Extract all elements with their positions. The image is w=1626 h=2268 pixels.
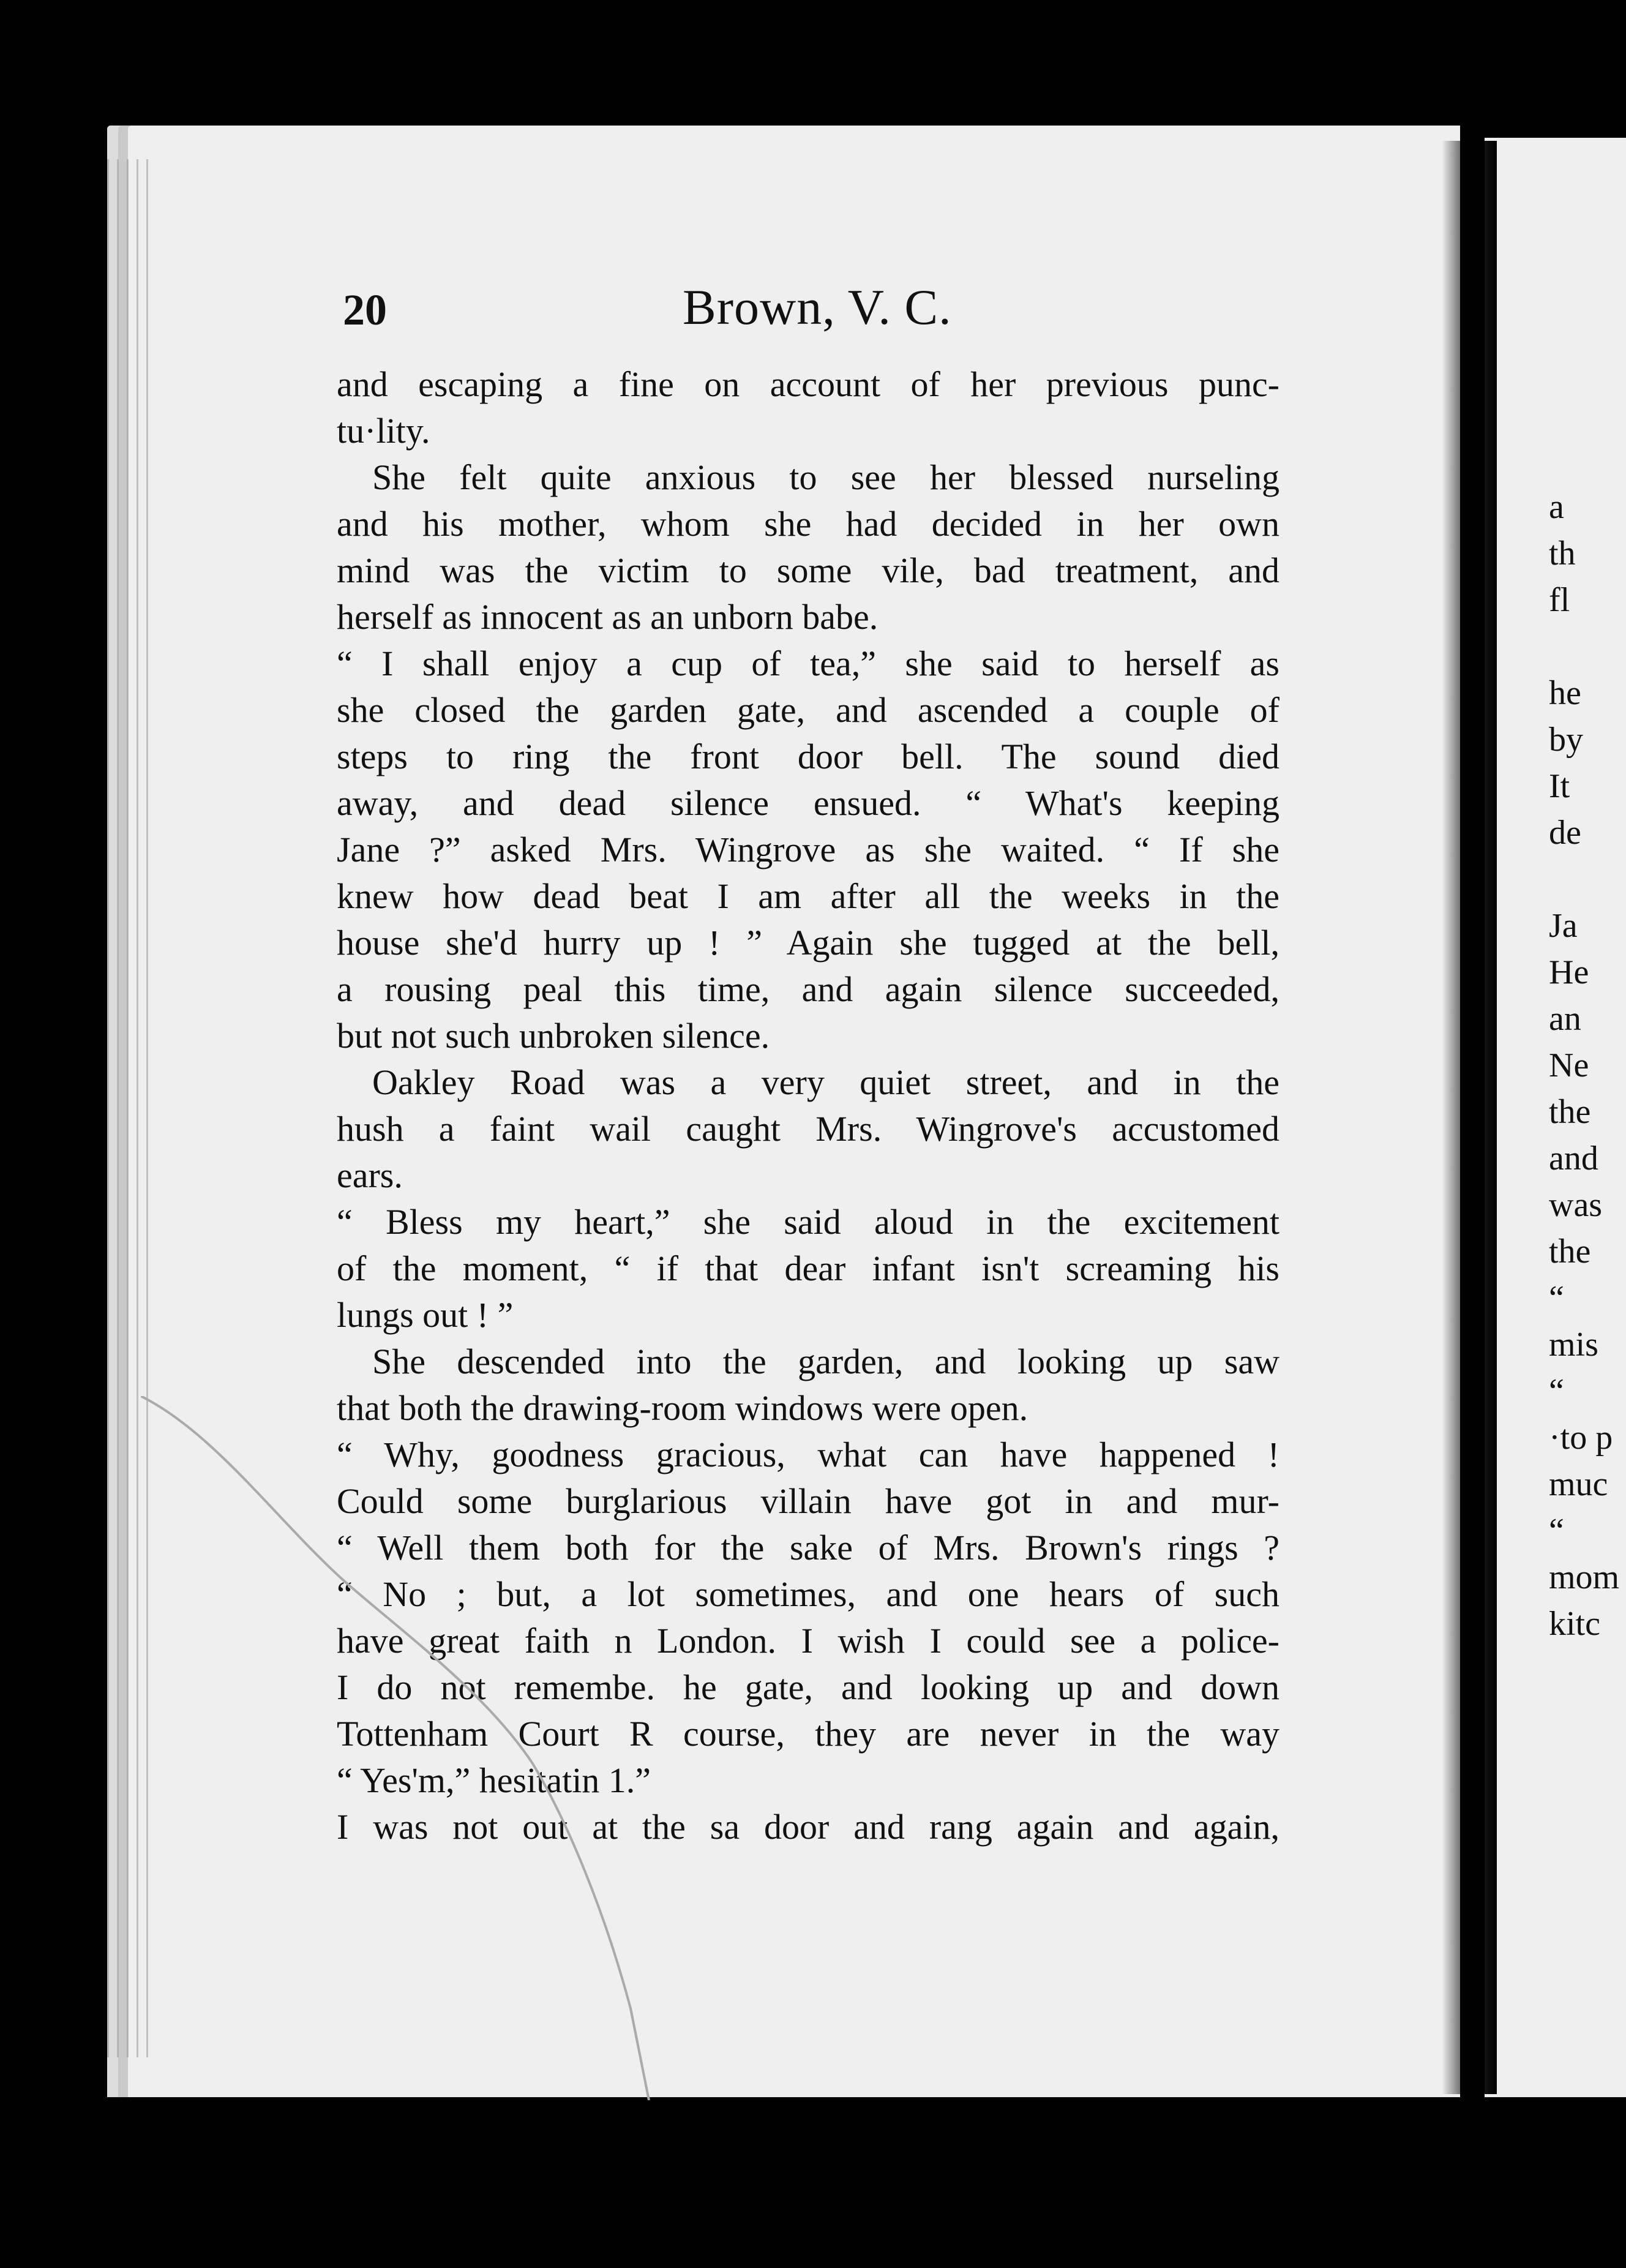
right-page-fragment: de xyxy=(1549,814,1581,852)
text-line: “ Well them both for the sake of Mrs. Brown's rings ? xyxy=(337,1528,1279,1568)
right-page-fragment: ·to p xyxy=(1549,1419,1613,1457)
text-line: but not such unbroken silence. xyxy=(337,1016,770,1056)
right-page-fragment: muc xyxy=(1549,1465,1608,1503)
right-page-fragment: th xyxy=(1549,535,1576,573)
text-line: Jane ?” asked Mrs. Wingrove as she waited. “ If she xyxy=(337,830,1279,869)
text-line: ears. xyxy=(337,1155,403,1195)
right-page-fragment: the xyxy=(1549,1093,1591,1131)
right-page-fragment: by xyxy=(1549,721,1583,759)
right-page-fragment: Ja xyxy=(1549,907,1578,945)
text-line: a rousing peal this time, and again silence succeeded, xyxy=(337,969,1279,1009)
page-number: 20 xyxy=(343,285,387,334)
text-line: tu·lity. xyxy=(337,411,430,451)
text-line: mind was the victim to some vile, bad treatment, and xyxy=(337,550,1279,590)
text-line: hush a faint wail caught Mrs. Wingrove's accustomed xyxy=(337,1109,1279,1149)
text-line: that both the drawing-room windows were open. xyxy=(337,1388,1028,1428)
text-line: I do not remembe. he gate, and looking up and down xyxy=(337,1667,1279,1707)
running-title: Brown, V. C. xyxy=(683,279,952,335)
right-page-fragments xyxy=(1549,484,1626,1647)
page-edges xyxy=(107,159,156,2057)
right-page-fragment: and xyxy=(1549,1140,1598,1177)
text-line: lungs out ! ” xyxy=(337,1295,514,1335)
text-line: Tottenham Court R course, they are never in the way xyxy=(337,1714,1279,1754)
text-line: of the moment, “ if that dear infant isn't screaming his xyxy=(337,1249,1279,1288)
book-gutter-shadow xyxy=(1442,141,1497,2094)
right-page-fragment: was xyxy=(1549,1186,1603,1224)
right-page-fragment xyxy=(1549,623,1626,670)
text-line: Oakley Road was a very quiet street, and in the xyxy=(372,1062,1279,1102)
text-line: and his mother, whom she had decided in her own xyxy=(337,504,1279,544)
right-page-fragment: “ xyxy=(1549,1279,1564,1317)
text-line: “ Why, goodness gracious, what can have happened ! xyxy=(337,1435,1279,1474)
text-line: “ Yes'm,” hesitatin 1.” xyxy=(337,1760,651,1800)
text-line: knew how dead beat I am after all the weeks in the xyxy=(337,876,1279,916)
text-line: house she'd hurry up ! ” Again she tugged at the bell, xyxy=(337,923,1279,963)
text-line: I was not out at the sa door and rang again and again, xyxy=(337,1807,1279,1847)
right-page-fragment: mis xyxy=(1549,1326,1598,1364)
right-page-fragment: the xyxy=(1549,1233,1591,1271)
page-header xyxy=(343,279,1273,346)
right-page-fragment: “ xyxy=(1549,1372,1564,1410)
text-line: Could some burglarious villain have got in and mur- xyxy=(337,1481,1279,1521)
right-page-fragment: It xyxy=(1549,767,1570,805)
right-page-fragment xyxy=(1549,856,1626,903)
text-line: away, and dead silence ensued. “ What's keeping xyxy=(337,783,1279,823)
text-line: “ Bless my heart,” she said aloud in the excitement xyxy=(337,1202,1279,1242)
right-page-fragment: mom xyxy=(1549,1558,1620,1596)
right-page-fragment: he xyxy=(1549,674,1581,712)
right-page-fragment: a xyxy=(1549,488,1564,526)
text-line: She felt quite anxious to see her blessed nurseling xyxy=(372,457,1279,497)
text-line: “ I shall enjoy a cup of tea,” she said to herself as xyxy=(337,644,1279,683)
text-line: have great faith n London. I wish I could see a police- xyxy=(337,1621,1279,1661)
text-line: “ No ; but, a lot sometimes, and one hears of such xyxy=(337,1574,1279,1614)
right-page-fragment: Ne xyxy=(1549,1046,1589,1084)
right-page-fragment: an xyxy=(1549,1000,1581,1038)
right-page-fragment: kitc xyxy=(1549,1605,1600,1643)
text-line: she closed the garden gate, and ascended a couple of xyxy=(337,690,1279,730)
text-line: She descended into the garden, and looking up saw xyxy=(372,1342,1279,1381)
text-line: and escaping a fine on account of her previous punc- xyxy=(337,364,1279,404)
text-line: steps to ring the front door bell. The sound died xyxy=(337,737,1279,776)
right-page-fragment: “ xyxy=(1549,1512,1564,1550)
right-page-fragment: fl xyxy=(1549,581,1570,619)
right-page-fragment: He xyxy=(1549,953,1589,991)
text-line: herself as innocent as an unborn babe. xyxy=(337,597,879,637)
body-text xyxy=(337,361,1279,1850)
